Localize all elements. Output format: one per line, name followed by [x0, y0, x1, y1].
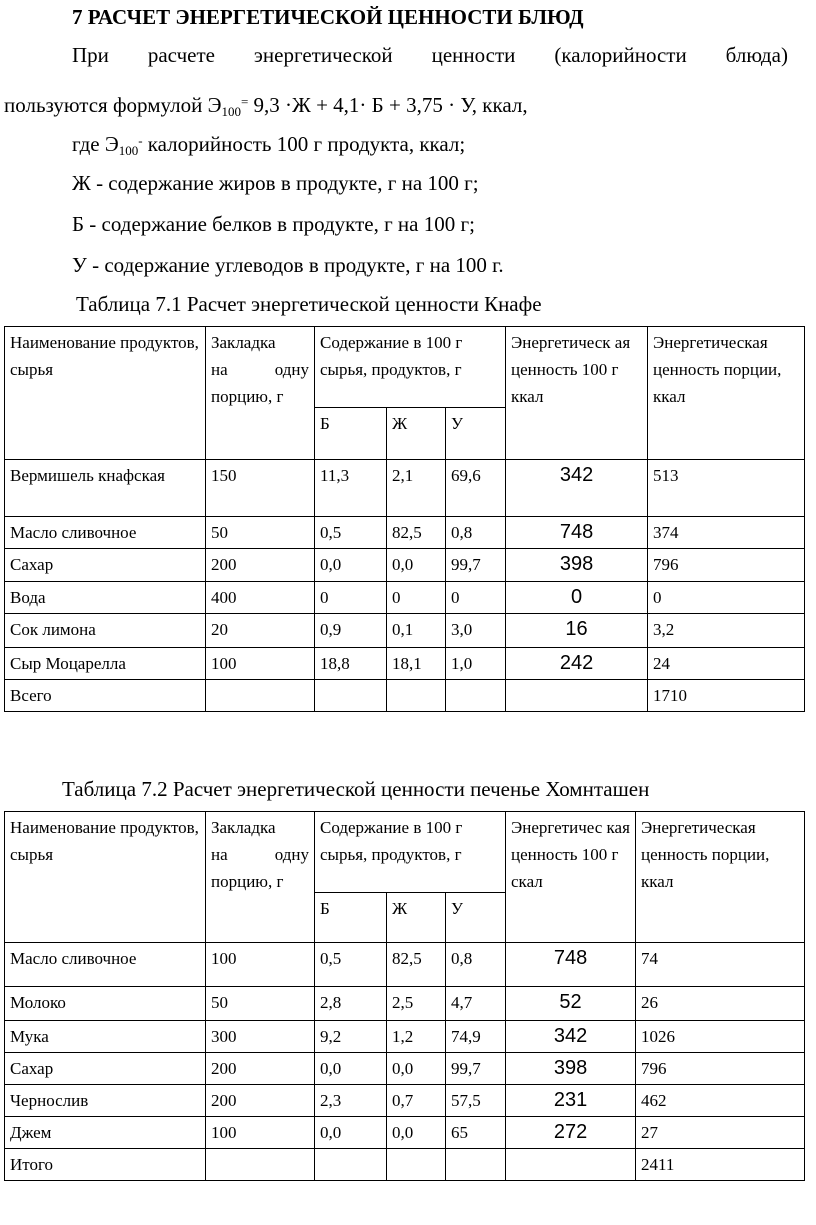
- cell-product: Молоко: [5, 987, 206, 1021]
- cell-protein: 18,8: [315, 648, 387, 680]
- table1-caption: Таблица 7.1 Расчет энергетической ценности Кнафе: [76, 292, 542, 316]
- cell-product: Сок лимона: [5, 614, 206, 648]
- cell-fat: 0,7: [387, 1085, 446, 1117]
- cell-product: Сахар: [5, 1053, 206, 1085]
- cell-product: Джем: [5, 1117, 206, 1149]
- definition-carbs: У - содержание углеводов в продукте, г на 100 г.: [72, 253, 504, 277]
- cell-product: Итого: [5, 1149, 206, 1181]
- cell-fat: 0,0: [387, 1117, 446, 1149]
- cell-energy-portion: 74: [636, 943, 805, 987]
- cell-product: Сыр Моцарелла: [5, 648, 206, 680]
- intro-word: энергетической: [253, 43, 393, 67]
- cell-energy-100g: 272: [506, 1117, 636, 1149]
- table-row: [5, 549, 805, 582]
- cell-carbs: 1,0: [446, 648, 506, 680]
- header-carbs: У: [446, 408, 506, 460]
- definition-text: где Э: [72, 132, 119, 156]
- header-product-name: Наименование продуктов, сырья: [5, 812, 206, 943]
- header-protein: Б: [315, 893, 387, 943]
- cell-energy-portion: 26: [636, 987, 805, 1021]
- cell-carbs: 0,8: [446, 517, 506, 549]
- table-body: [5, 460, 805, 712]
- table-row: [5, 648, 805, 680]
- cell-energy-portion: 2411: [636, 1149, 805, 1181]
- cell-carbs: 65: [446, 1117, 506, 1149]
- intro-word: (калорийности: [554, 43, 687, 67]
- cell-energy-portion: 796: [648, 549, 805, 582]
- header-portion: [206, 327, 315, 460]
- cell-portion: 200: [206, 549, 315, 582]
- header-portion-line: порцию, г: [211, 872, 284, 891]
- cell-portion: 200: [206, 1085, 315, 1117]
- cell-energy-portion: 1710: [648, 680, 805, 712]
- cell-product: Всего: [5, 680, 206, 712]
- cell-energy-portion: 27: [636, 1117, 805, 1149]
- header-portion-line: порцию, г: [211, 387, 284, 406]
- header-content: Содержание в 100 г сырья, продуктов, г: [315, 327, 506, 408]
- table-row: [5, 1149, 805, 1181]
- cell-product: Масло сливочное: [5, 943, 206, 987]
- formula-expression: 9,3 ·Ж + 4,1· Б + 3,75 · У, ккал,: [248, 93, 528, 117]
- cell-product: Мука: [5, 1021, 206, 1053]
- cell-portion: [206, 1149, 315, 1181]
- cell-portion: 100: [206, 648, 315, 680]
- header-energy-portion: Энергетическая ценность порции, ккал: [648, 327, 805, 460]
- intro-line-1: [72, 42, 788, 68]
- intro-word: расчете: [147, 43, 215, 67]
- cell-fat: [387, 1149, 446, 1181]
- intro-word: При: [72, 43, 109, 67]
- header-energy-100g: Энергетическ ая ценность 100 г ккал: [506, 327, 648, 460]
- formula-subscript: 100: [221, 104, 241, 119]
- header-energy-portion: Энергетическая ценность порции, ккал: [636, 812, 805, 943]
- cell-product: Сахар: [5, 549, 206, 582]
- cell-energy-portion: 1026: [636, 1021, 805, 1053]
- cell-portion: 100: [206, 943, 315, 987]
- header-portion-line: Закладка: [211, 818, 276, 837]
- header-carbs: У: [446, 893, 506, 943]
- cell-energy-portion: 24: [648, 648, 805, 680]
- cell-portion: 300: [206, 1021, 315, 1053]
- header-portion-line: Закладка: [211, 333, 276, 352]
- cell-fat: 0: [387, 582, 446, 614]
- cell-protein: 0,0: [315, 1053, 387, 1085]
- cell-product: Вермишель кнафская: [5, 460, 206, 517]
- header-portion: [206, 812, 315, 943]
- header-energy-100g: Энергетичес кая ценность 100 г скал: [506, 812, 636, 943]
- cell-product: Чернослив: [5, 1085, 206, 1117]
- cell-carbs: 0: [446, 582, 506, 614]
- cell-carbs: 57,5: [446, 1085, 506, 1117]
- definition-protein: Б - содержание белков в продукте, г на 100 г;: [72, 212, 475, 236]
- cell-fat: 2,1: [387, 460, 446, 517]
- cell-energy-100g: 0: [506, 582, 648, 614]
- formula-line: [4, 89, 528, 125]
- cell-protein: 0,9: [315, 614, 387, 648]
- definition-text: калорийность 100 г продукта, ккал;: [142, 132, 466, 156]
- header-portion-line: [211, 356, 309, 383]
- cell-carbs: 4,7: [446, 987, 506, 1021]
- header-product-name: Наименование продуктов, сырья: [5, 327, 206, 460]
- cell-fat: 0,0: [387, 1053, 446, 1085]
- header-protein: Б: [315, 408, 387, 460]
- definition-subscript: 100: [118, 143, 139, 158]
- table-row: [5, 582, 805, 614]
- cell-protein: 0,5: [315, 943, 387, 987]
- cell-carbs: 69,6: [446, 460, 506, 517]
- cell-energy-portion: 513: [648, 460, 805, 517]
- table-hamantash: [4, 811, 805, 1181]
- cell-protein: 11,3: [315, 460, 387, 517]
- cell-fat: 82,5: [387, 517, 446, 549]
- table2-caption: Таблица 7.2 Расчет энергетической ценности печенье Хомнташен: [62, 777, 650, 801]
- cell-fat: [387, 680, 446, 712]
- cell-protein: 2,3: [315, 1085, 387, 1117]
- header-portion-word: одну: [274, 360, 309, 379]
- table-row: [5, 1021, 805, 1053]
- cell-energy-portion: 0: [648, 582, 805, 614]
- formula-superscript: =: [240, 94, 249, 109]
- cell-carbs: 99,7: [446, 549, 506, 582]
- cell-product: Вода: [5, 582, 206, 614]
- cell-fat: 1,2: [387, 1021, 446, 1053]
- section-heading: 7 РАСЧЕТ ЭНЕРГЕТИЧЕСКОЙ ЦЕННОСТИ БЛЮД: [72, 5, 584, 29]
- cell-protein: [315, 1149, 387, 1181]
- cell-portion: 50: [206, 517, 315, 549]
- header-portion-line: [211, 841, 309, 868]
- table-row: [5, 987, 805, 1021]
- table-row: [5, 1053, 805, 1085]
- cell-portion: 50: [206, 987, 315, 1021]
- cell-portion: 400: [206, 582, 315, 614]
- intro-word: ценности: [431, 43, 516, 67]
- table-row: [5, 1117, 805, 1149]
- cell-protein: 0,0: [315, 549, 387, 582]
- cell-protein: [315, 680, 387, 712]
- cell-protein: 0,0: [315, 1117, 387, 1149]
- cell-carbs: 3,0: [446, 614, 506, 648]
- cell-fat: 0,0: [387, 549, 446, 582]
- header-portion-word: одну: [274, 845, 309, 864]
- cell-energy-portion: 462: [636, 1085, 805, 1117]
- table-row: [5, 680, 805, 712]
- definition-energy: [72, 128, 465, 164]
- cell-energy-portion: 374: [648, 517, 805, 549]
- cell-energy-100g: 231: [506, 1085, 636, 1117]
- cell-carbs: 0,8: [446, 943, 506, 987]
- table-body: [5, 943, 805, 1181]
- cell-energy-100g: 16: [506, 614, 648, 648]
- cell-portion: 20: [206, 614, 315, 648]
- cell-energy-100g: [506, 680, 648, 712]
- intro-word: блюда): [725, 43, 788, 67]
- cell-product: Масло сливочное: [5, 517, 206, 549]
- cell-energy-100g: 748: [506, 517, 648, 549]
- cell-fat: 82,5: [387, 943, 446, 987]
- header-fat: Ж: [387, 408, 446, 460]
- cell-energy-100g: 748: [506, 943, 636, 987]
- formula-text: пользуются формулой Э: [4, 93, 222, 117]
- cell-energy-100g: 242: [506, 648, 648, 680]
- cell-carbs: 74,9: [446, 1021, 506, 1053]
- table-row: [5, 614, 805, 648]
- table-row: [5, 1085, 805, 1117]
- cell-fat: 2,5: [387, 987, 446, 1021]
- table-row: [5, 460, 805, 517]
- cell-energy-100g: 398: [506, 549, 648, 582]
- header-portion-word: на: [211, 845, 228, 864]
- cell-carbs: 99,7: [446, 1053, 506, 1085]
- cell-energy-portion: 796: [636, 1053, 805, 1085]
- cell-carbs: [446, 680, 506, 712]
- cell-fat: 0,1: [387, 614, 446, 648]
- cell-portion: [206, 680, 315, 712]
- cell-carbs: [446, 1149, 506, 1181]
- table-row: [5, 943, 805, 987]
- cell-protein: 0,5: [315, 517, 387, 549]
- cell-protein: 9,2: [315, 1021, 387, 1053]
- cell-energy-100g: 398: [506, 1053, 636, 1085]
- header-portion-word: на: [211, 360, 228, 379]
- cell-portion: 200: [206, 1053, 315, 1085]
- table-row: [5, 517, 805, 549]
- cell-energy-100g: [506, 1149, 636, 1181]
- cell-energy-100g: 342: [506, 1021, 636, 1053]
- cell-energy-portion: 3,2: [648, 614, 805, 648]
- cell-protein: 2,8: [315, 987, 387, 1021]
- definition-superscript: -: [138, 133, 143, 148]
- cell-portion: 100: [206, 1117, 315, 1149]
- table-knafe: [4, 326, 805, 712]
- cell-portion: 150: [206, 460, 315, 517]
- header-content: Содержание в 100 г сырья, продуктов, г: [315, 812, 506, 893]
- cell-protein: 0: [315, 582, 387, 614]
- cell-fat: 18,1: [387, 648, 446, 680]
- cell-energy-100g: 52: [506, 987, 636, 1021]
- cell-energy-100g: 342: [506, 460, 648, 517]
- header-fat: Ж: [387, 893, 446, 943]
- definition-fat: Ж - содержание жиров в продукте, г на 100 г;: [72, 171, 479, 195]
